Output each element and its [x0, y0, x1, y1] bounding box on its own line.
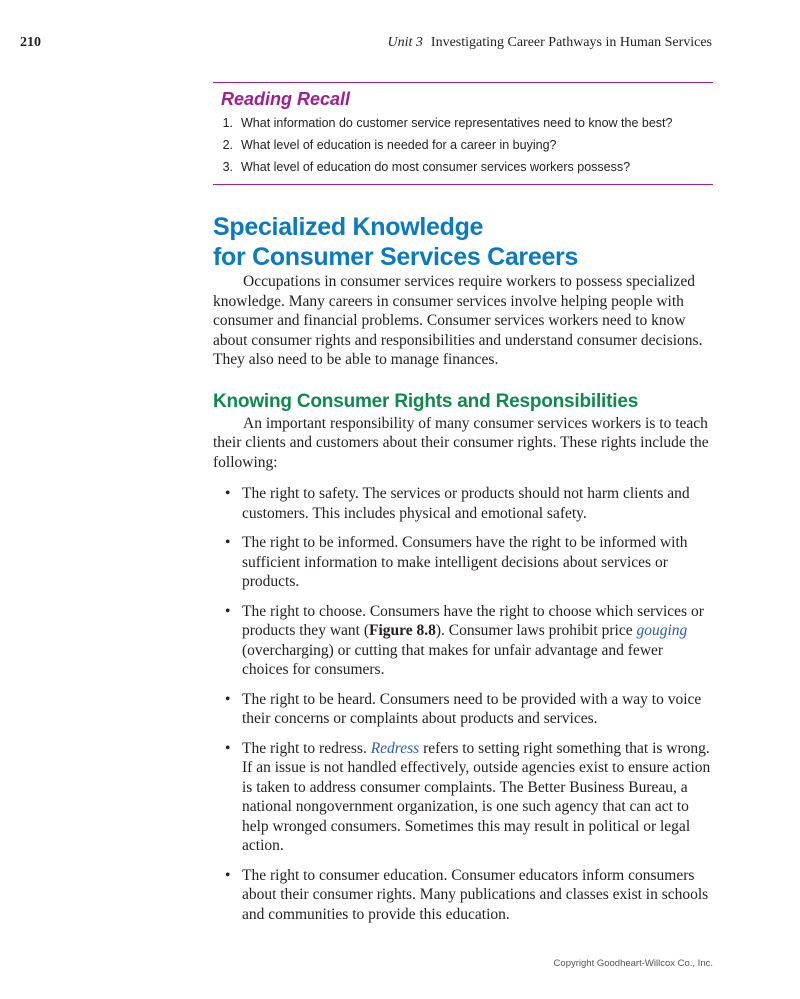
main-content: [213, 212, 713, 934]
figure-reference[interactable]: Figure 8.8: [368, 622, 436, 639]
glossary-term-redress[interactable]: Redress: [370, 739, 420, 757]
section-heading-line1: Specialized Knowledge: [213, 213, 484, 241]
section-heading-line2: for Consumer Services Careers: [213, 243, 579, 271]
right-item-choose: [213, 602, 713, 680]
subsection-intro: An important responsibility of many consumer services workers is to teach their clients and customers about their consumer rights. These rights include the following:: [213, 414, 709, 471]
question-number: 2.: [222, 138, 233, 152]
right-item-safety: [213, 484, 713, 523]
reading-recall-box: [213, 82, 713, 185]
question-text: What level of education is needed for a career in buying?: [241, 138, 557, 152]
recall-question: [213, 134, 713, 156]
right-text: The right to safety. The services or products should not harm clients and customers. This includes physical and emotional safety.: [242, 485, 690, 522]
copyright-notice: Copyright Goodheart-Willcox Co., Inc.: [553, 958, 713, 969]
question-number: 3.: [222, 160, 233, 174]
right-text: (overcharging) or cutting that makes for unfair advantage and fewer choices for consumers.: [242, 641, 664, 678]
right-text: The right to choose. Consumers have the right to choose which services or products they want (: [242, 602, 704, 639]
right-item-informed: [213, 533, 713, 592]
reading-recall-title: Reading Recall: [221, 89, 351, 109]
glossary-term-gouging[interactable]: gouging: [636, 622, 688, 639]
bullet-icon: •: [225, 534, 231, 551]
right-text: The right to be informed. Consumers have the right to be informed with sufficient information to make intelligent decisions about services or products.: [242, 534, 688, 590]
right-text: The right to redress.: [242, 739, 371, 757]
running-head: [388, 35, 712, 51]
unit-label: Unit 3: [387, 35, 423, 50]
page-number: 210: [20, 35, 41, 50]
question-text: What level of education do most consumer services workers possess?: [241, 160, 631, 174]
bullet-icon: •: [225, 485, 231, 502]
recall-questions: [213, 112, 713, 178]
unit-title: Investigating Career Pathways in Human Services: [430, 35, 712, 50]
bullet-icon: •: [225, 739, 231, 757]
recall-question: [213, 156, 713, 178]
right-text: ). Consumer laws prohibit price: [435, 622, 637, 639]
right-text: The right to be heard. Consumers need to be provided with a way to voice their concerns or complaints about products and services.: [242, 690, 702, 727]
question-number: 1.: [222, 116, 233, 130]
right-item-education: [213, 866, 713, 925]
bullet-icon: •: [225, 690, 231, 708]
consumer-rights-list: [213, 484, 713, 924]
bullet-icon: •: [225, 602, 231, 620]
right-text: The right to consumer education. Consumer educators inform consumers about their consumer rights. Many publications and classes exist in schools and communities to provide this education.: [242, 866, 709, 923]
recall-question: [213, 112, 713, 134]
right-text: refers to setting right something that is wrong. If an issue is not handled effectively, outside agencies exist to ensure action is taken to address consumer complaints. The Better Business Bureau, a national nongovernment organization, is one such agency that can act to help wronged consumers. Sometimes this may result in political or legal action.: [242, 739, 711, 854]
bullet-icon: •: [225, 866, 231, 884]
right-item-redress: [213, 739, 713, 856]
section-heading: [213, 212, 713, 272]
question-text: What information do customer service representatives need to know the best?: [241, 116, 673, 130]
section-intro: Occupations in consumer services require workers to possess specialized knowledge. Many careers in consumer services involve helping people with consumer and financial problems. Consumer services workers need to know about consumer rights and responsibilities and understand consumer decisions. They also need to be able to manage finances.: [213, 273, 703, 368]
right-item-heard: [213, 690, 713, 729]
subsection-heading: Knowing Consumer Rights and Responsibilities: [213, 390, 639, 412]
